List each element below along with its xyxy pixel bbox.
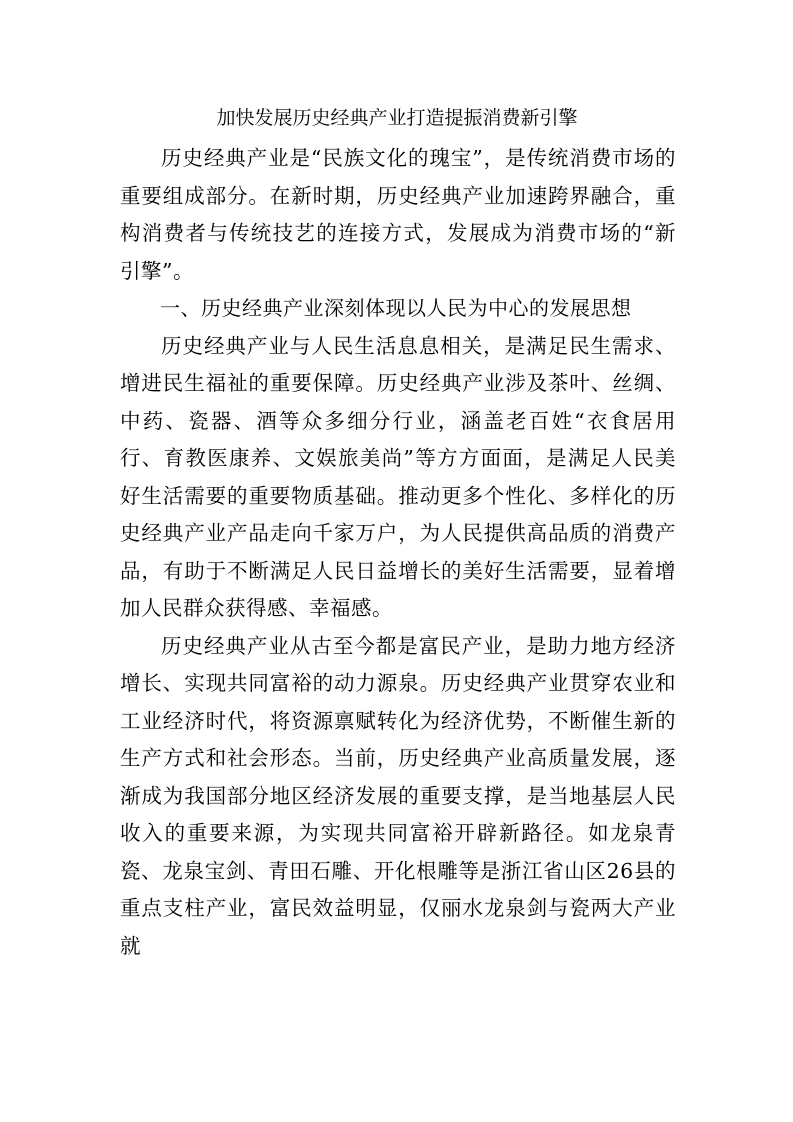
section-1-heading: 一、历史经典产业深刻体现以人民为中心的发展思想: [160, 296, 632, 320]
document-body: [120, 140, 676, 965]
intro-paragraph: 历史经典产业是“民族文化的瑰宝”，是传统消费市场的重要组成部分。在新时期，历史经典产业加速跨界融合，重构消费者与传统技艺的连接方式，发展成为消费市场的“新引擎”。: [120, 146, 676, 283]
section-1-paragraph-2: 历史经典产业从古至今都是富民产业，是助力地方经济增长、实现共同富裕的动力源泉。历史经典产业贯穿农业和工业经济时代，将资源禀赋转化为经济优势，不断催生新的生产方式和社会形态。当前，历史经典产业高质量发展，逐渐成为我国部分地区经济发展的重要支撑，是当地基层人民收入的重要来源，为实现共同富裕开辟新路径。如龙泉青瓷、龙泉宝剑、青田石雕、开化根雕等是浙江省山区26县的重点支柱产业，富民效益明显，仅丽水龙泉剑与瓷两大产业就: [120, 633, 676, 958]
section-1-paragraph-1: 历史经典产业与人民生活息息相关，是满足民生需求、增进民生福祉的重要保障。历史经典产业涉及茶叶、丝绸、中药、瓷器、酒等众多细分行业，涵盖老百姓“衣食居用行、育教医康养、文娱旅美尚”等方方面面，是满足人民美好生活需要的重要物质基础。推动更多个性化、多样化的历史经典产业产品走向千家万户，为人民提供高品质的消费产品，有助于不断满足人民日益增长的美好生活需要，显着增加人民群众获得感、幸福感。: [120, 333, 676, 620]
document-title: 加快发展历史经典产业打造提振消费新引擎: [216, 107, 578, 129]
